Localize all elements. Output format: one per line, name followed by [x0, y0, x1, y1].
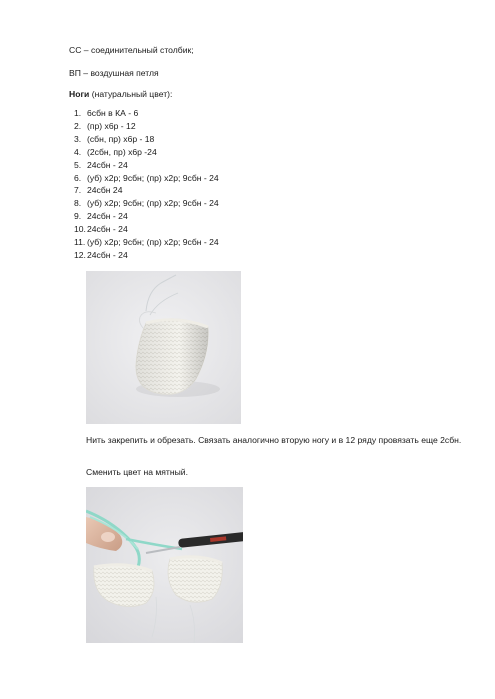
row-text: 24сбн - 24 — [87, 211, 128, 222]
row-number: 7. — [74, 185, 82, 196]
row-text: (2сбн, пр) х6р -24 — [87, 146, 157, 157]
row-number: 11. — [74, 237, 86, 248]
list-item — [74, 107, 219, 120]
list-item — [74, 133, 219, 146]
list-item — [74, 159, 219, 172]
crochet-leg-illustration — [86, 271, 241, 424]
row-text: 24сбн 24 — [87, 185, 123, 196]
row-text: 24сбн - 24 — [87, 224, 128, 235]
row-text: (уб) х2р; 9сбн; (пр) х2р; 9сбн - 24 — [87, 237, 219, 248]
crochet-leg-photo — [86, 271, 241, 424]
list-item — [74, 197, 219, 210]
row-number: 6. — [74, 172, 82, 183]
list-item — [74, 210, 219, 223]
two-legs-illustration — [86, 487, 243, 643]
pattern-rows — [74, 107, 219, 262]
row-number: 12. — [74, 249, 86, 260]
row-number: 4. — [74, 146, 82, 157]
row-text: 24сбн - 24 — [87, 159, 128, 170]
list-item — [74, 184, 219, 197]
definition-ss: СС – соединительный столбик; — [69, 45, 194, 55]
instruction-paragraph: Нить закрепить и обрезать. Связать аналогично вторую ногу и в 12 ряду провязать еще 2сбн. — [86, 435, 462, 445]
color-change-note: Сменить цвет на мятный. — [86, 467, 188, 477]
row-number: 2. — [74, 120, 82, 131]
row-text: 6сбн в КА - 6 — [87, 108, 139, 118]
list-item — [74, 223, 219, 236]
row-text: (уб) х2р; 9сбн; (пр) х2р; 9сбн - 24 — [87, 172, 219, 183]
section-subtitle: (натуральный цвет): — [89, 89, 173, 99]
definition-vp: ВП – воздушная петля — [69, 68, 159, 78]
row-number: 3. — [74, 133, 82, 144]
row-number: 5. — [74, 159, 82, 170]
list-item — [74, 172, 219, 185]
list-item — [74, 146, 219, 159]
row-text: (уб) х2р; 9сбн; (пр) х2р; 9сбн - 24 — [87, 198, 219, 209]
list-item — [74, 249, 219, 262]
row-number: 1. — [74, 108, 82, 118]
two-legs-photo — [86, 487, 243, 643]
section-heading — [69, 89, 172, 100]
section-title: Ноги — [69, 89, 90, 99]
list-item — [74, 120, 219, 133]
row-text: (пр) х6р - 12 — [87, 120, 136, 131]
row-text: 24сбн - 24 — [87, 249, 128, 260]
row-text: (сбн, пр) х6р - 18 — [87, 133, 155, 144]
row-number: 10. — [74, 224, 86, 235]
row-number: 8. — [74, 198, 82, 209]
list-item — [74, 236, 219, 249]
row-number: 9. — [74, 211, 82, 222]
